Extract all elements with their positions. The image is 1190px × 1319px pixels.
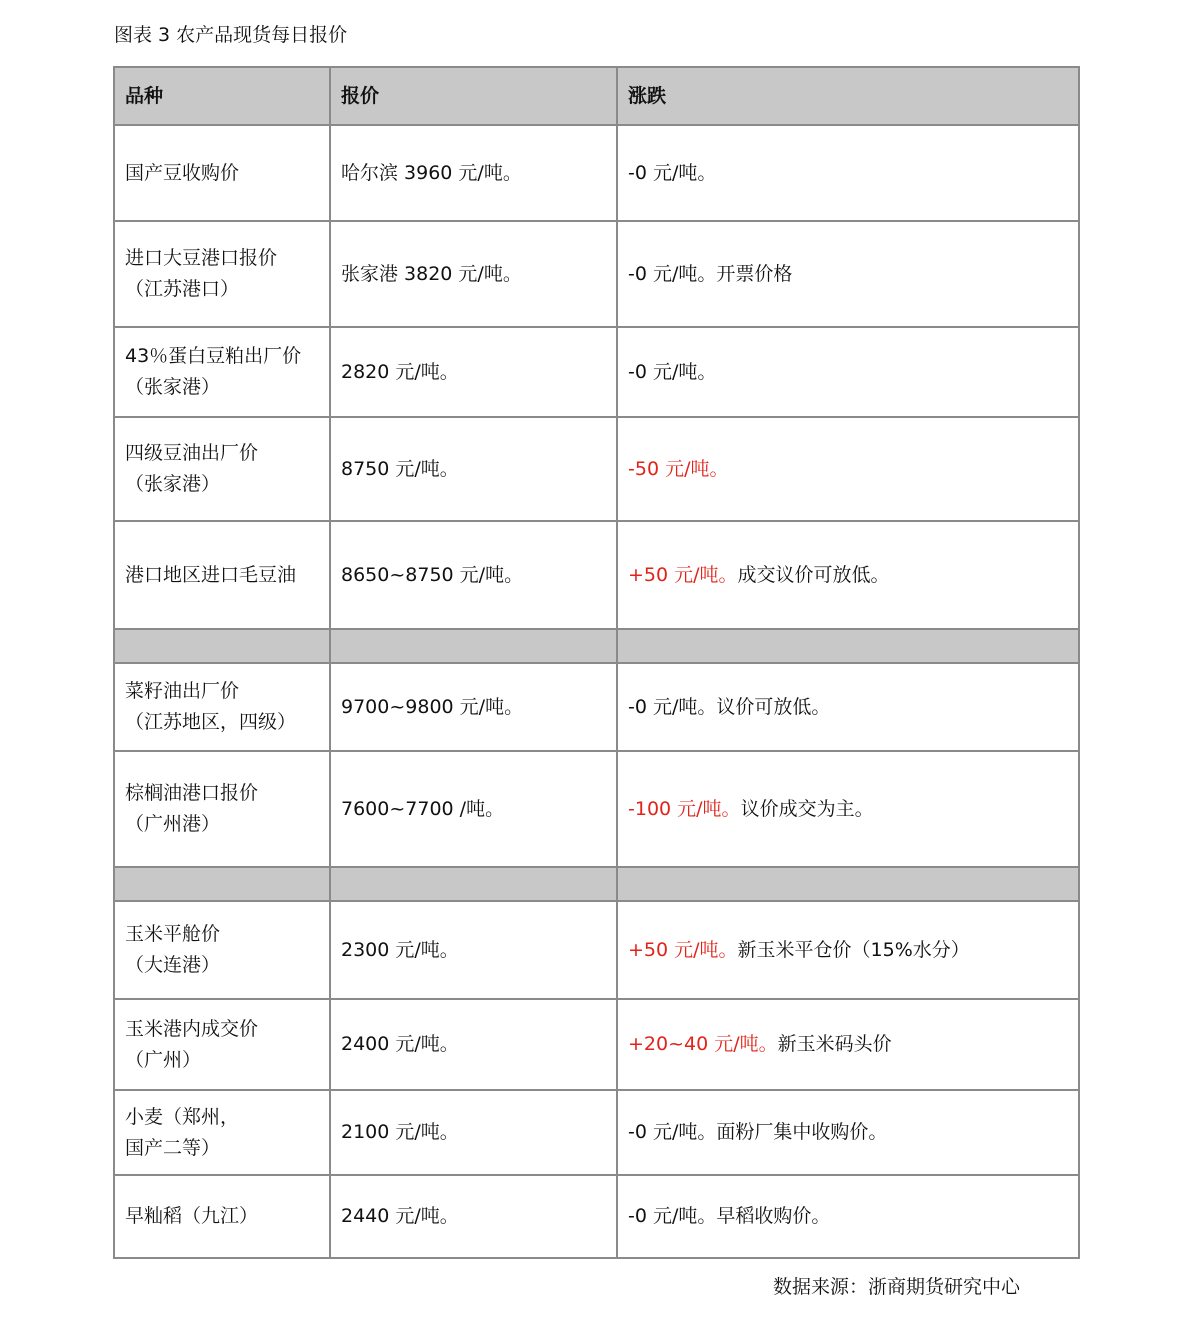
variety-cell xyxy=(114,999,330,1090)
price-cell: 张家港 3820 元/吨。 xyxy=(330,221,617,327)
variety-line: 进口大豆港口报价 xyxy=(125,247,278,269)
price-cell: 2100 元/吨。 xyxy=(330,1090,617,1175)
variety-cell xyxy=(114,125,330,221)
change-text: 议价成交为主。 xyxy=(740,797,874,820)
change-text: -0 元/吨。议价可放低。 xyxy=(628,695,831,718)
separator-cell xyxy=(330,629,617,663)
variety-cell xyxy=(114,221,330,327)
price-cell: 9700~9800 元/吨。 xyxy=(330,663,617,751)
variety-cell xyxy=(114,1175,330,1258)
variety-cell xyxy=(114,663,330,751)
price-table xyxy=(113,66,1080,1259)
change-text: -0 元/吨。 xyxy=(628,360,717,383)
change-cell xyxy=(617,521,1079,629)
change-cell xyxy=(617,327,1079,417)
change-text: -0 元/吨。开票价格 xyxy=(628,262,793,285)
table-row xyxy=(114,901,1079,999)
change-text: -0 元/吨。 xyxy=(628,161,717,184)
change-highlight: -50 元/吨。 xyxy=(628,457,729,480)
variety-line: （张家港） xyxy=(125,376,221,398)
change-text: 新玉米码头价 xyxy=(777,1033,892,1055)
variety-line: 早籼稻（九江） xyxy=(125,1205,259,1227)
table-row xyxy=(114,1090,1079,1175)
variety-cell xyxy=(114,751,330,867)
table-row xyxy=(114,221,1079,327)
change-text: 成交议价可放低。 xyxy=(737,563,890,586)
separator-cell xyxy=(617,867,1079,901)
section-separator xyxy=(114,867,1079,901)
table-row xyxy=(114,417,1079,521)
price-cell: 2440 元/吨。 xyxy=(330,1175,617,1258)
price-cell: 2300 元/吨。 xyxy=(330,901,617,999)
change-cell xyxy=(617,221,1079,327)
change-cell xyxy=(617,751,1079,867)
table-row xyxy=(114,1175,1079,1258)
variety-line: 国产二等） xyxy=(125,1136,221,1159)
variety-line: 玉米平舱价 xyxy=(125,923,221,945)
variety-cell xyxy=(114,901,330,999)
table-header-row xyxy=(114,67,1079,125)
separator-cell xyxy=(114,629,330,663)
change-cell xyxy=(617,417,1079,521)
variety-line: 小麦（郑州， xyxy=(125,1105,240,1128)
change-cell xyxy=(617,663,1079,751)
variety-cell xyxy=(114,417,330,521)
price-cell: 2820 元/吨。 xyxy=(330,327,617,417)
change-cell xyxy=(617,1090,1079,1175)
variety-cell xyxy=(114,521,330,629)
table-row xyxy=(114,663,1079,751)
change-highlight: +50 元/吨。 xyxy=(628,938,738,961)
variety-line: （大连港） xyxy=(125,954,221,976)
table-row xyxy=(114,751,1079,867)
variety-line: 港口地区进口毛豆油 xyxy=(125,563,297,586)
change-highlight: +50 元/吨。 xyxy=(628,563,738,586)
table-row xyxy=(114,521,1079,629)
variety-line: （江苏港口） xyxy=(125,278,240,300)
data-source-note: 数据来源：浙商期货研究中心 xyxy=(773,1276,1021,1298)
variety-line: 国产豆收购价 xyxy=(125,161,240,184)
variety-cell xyxy=(114,1090,330,1175)
change-cell xyxy=(617,125,1079,221)
change-cell xyxy=(617,999,1079,1090)
variety-cell xyxy=(114,327,330,417)
variety-line: 菜籽油出厂价 xyxy=(125,680,240,702)
separator-cell xyxy=(330,867,617,901)
change-cell xyxy=(617,901,1079,999)
price-cell: 8750 元/吨。 xyxy=(330,417,617,521)
price-cell: 8650~8750 元/吨。 xyxy=(330,521,617,629)
variety-line: （江苏地区，四级） xyxy=(125,711,297,733)
table-row xyxy=(114,327,1079,417)
change-text: -0 元/吨。早稻收购价。 xyxy=(628,1205,831,1227)
variety-line: （张家港） xyxy=(125,473,221,495)
change-cell xyxy=(617,1175,1079,1258)
header-variety: 品种 xyxy=(114,67,330,125)
change-text: -0 元/吨。面粉厂集中收购价。 xyxy=(628,1121,888,1143)
section-separator xyxy=(114,629,1079,663)
table-row xyxy=(114,999,1079,1090)
figure-caption: 图表 3 农产品现货每日报价 xyxy=(114,24,348,46)
separator-cell xyxy=(114,867,330,901)
variety-line: （广州） xyxy=(125,1048,202,1071)
variety-line: 四级豆油出厂价 xyxy=(125,442,259,464)
header-price: 报价 xyxy=(330,67,617,125)
price-cell: 2400 元/吨。 xyxy=(330,999,617,1090)
change-highlight: +20~40 元/吨。 xyxy=(628,1033,778,1055)
table-row xyxy=(114,125,1079,221)
variety-line: 43％蛋白豆粕出厂价 xyxy=(125,345,302,367)
variety-line: 棕榈油港口报价 xyxy=(125,782,259,804)
variety-line: 玉米港内成交价 xyxy=(125,1017,259,1040)
change-text: 新玉米平仓价（15%水分） xyxy=(737,938,970,961)
variety-line: （广州港） xyxy=(125,813,221,835)
header-change: 涨跌 xyxy=(617,67,1079,125)
separator-cell xyxy=(617,629,1079,663)
price-cell: 7600~7700 /吨。 xyxy=(330,751,617,867)
change-highlight: -100 元/吨。 xyxy=(628,797,741,820)
price-cell: 哈尔滨 3960 元/吨。 xyxy=(330,125,617,221)
